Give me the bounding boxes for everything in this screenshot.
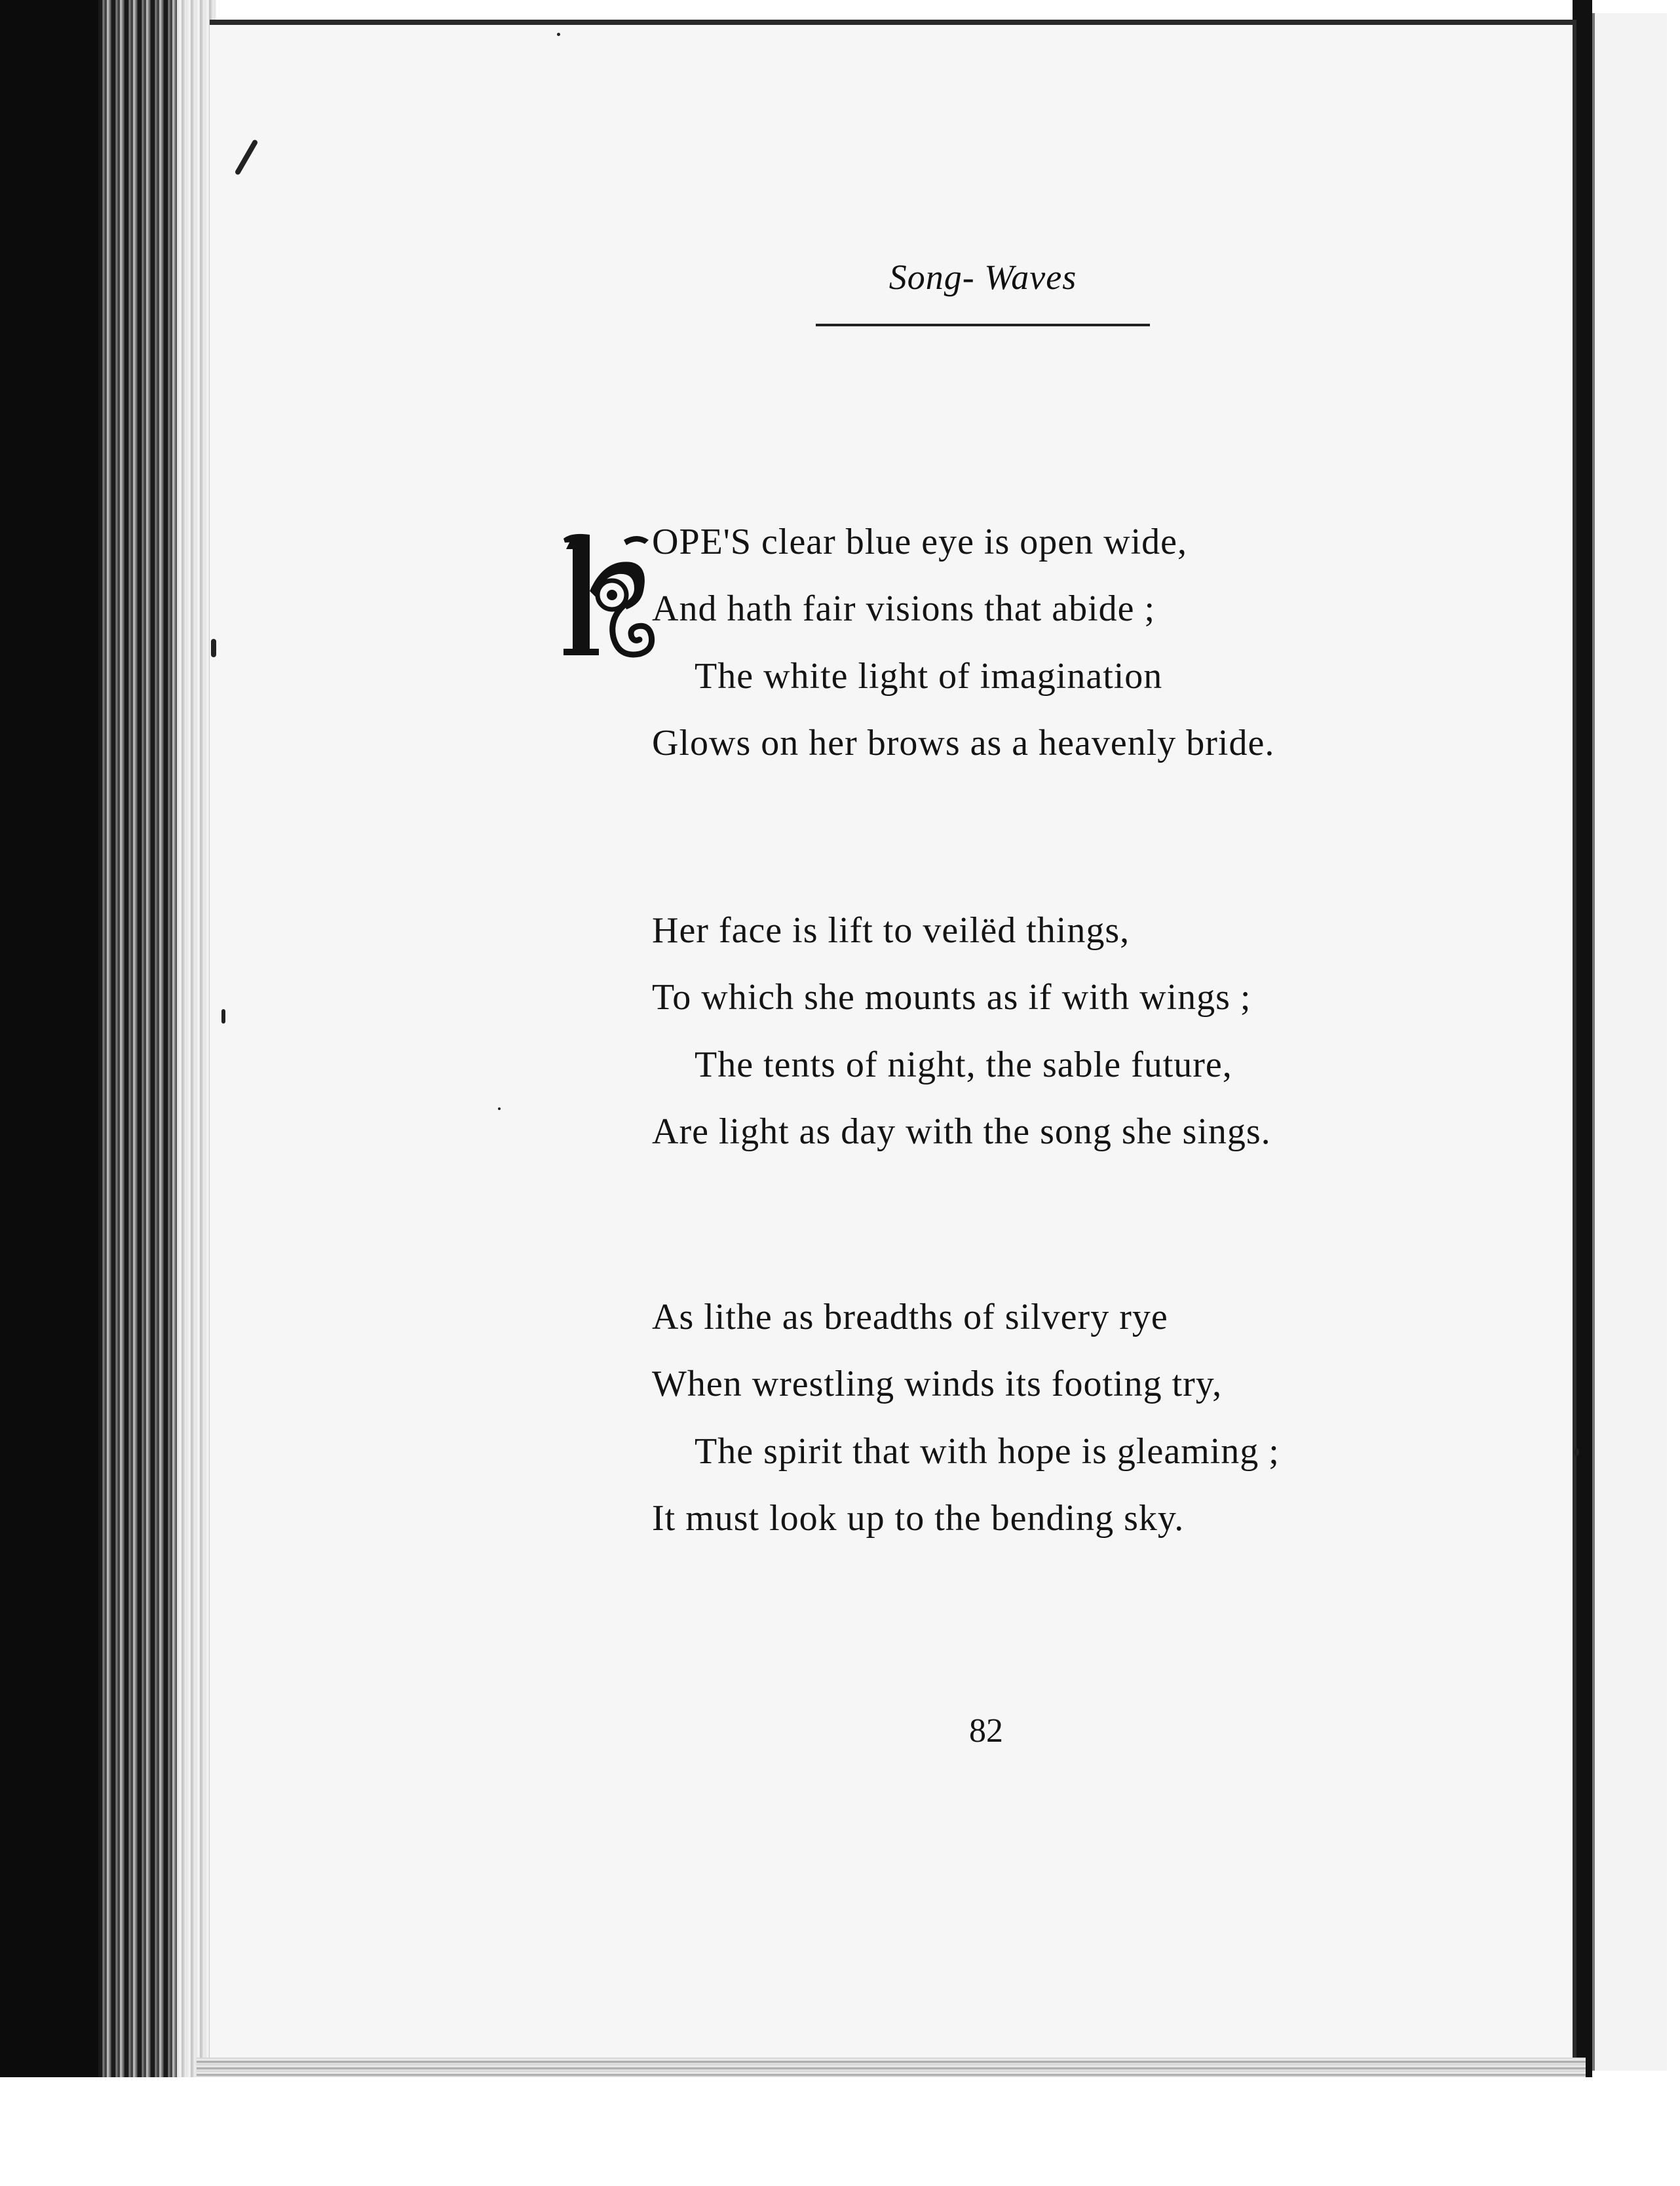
poem-line: Are light as day with the song she sings. xyxy=(652,1111,1271,1152)
poem-line: It must look up to the bending sky. xyxy=(652,1498,1185,1539)
poem-line: As lithe as breadths of silvery rye xyxy=(652,1297,1168,1337)
poem-line: OPE'S clear blue eye is open wide, xyxy=(652,522,1187,562)
page-number: 82 xyxy=(969,1712,1003,1750)
dropcap-ornament xyxy=(558,532,657,663)
running-head: Song- Waves xyxy=(888,258,1077,297)
facing-page-edge xyxy=(1592,13,1667,2071)
poem-line: Glows on her brows as a heavenly bride. xyxy=(652,723,1275,763)
poem-line: The spirit that with hope is gleaming ; xyxy=(695,1431,1280,1472)
poem-line: Her face is lift to veilëd things, xyxy=(652,910,1130,951)
poem-line: The white light of imagination xyxy=(695,656,1163,697)
book-spine xyxy=(0,0,98,2186)
page-bottom-edge xyxy=(197,2058,1586,2077)
background xyxy=(0,2077,1680,2186)
running-head-rule xyxy=(816,324,1150,326)
poem-line: The tents of night, the sable future, xyxy=(695,1045,1232,1085)
poem-line: To which she mounts as if with wings ; xyxy=(652,977,1251,1018)
poem-line: And hath fair visions that abide ; xyxy=(652,588,1156,629)
poem-line: When wrestling winds its footing try, xyxy=(652,1364,1223,1404)
spine-edge xyxy=(98,0,177,2186)
